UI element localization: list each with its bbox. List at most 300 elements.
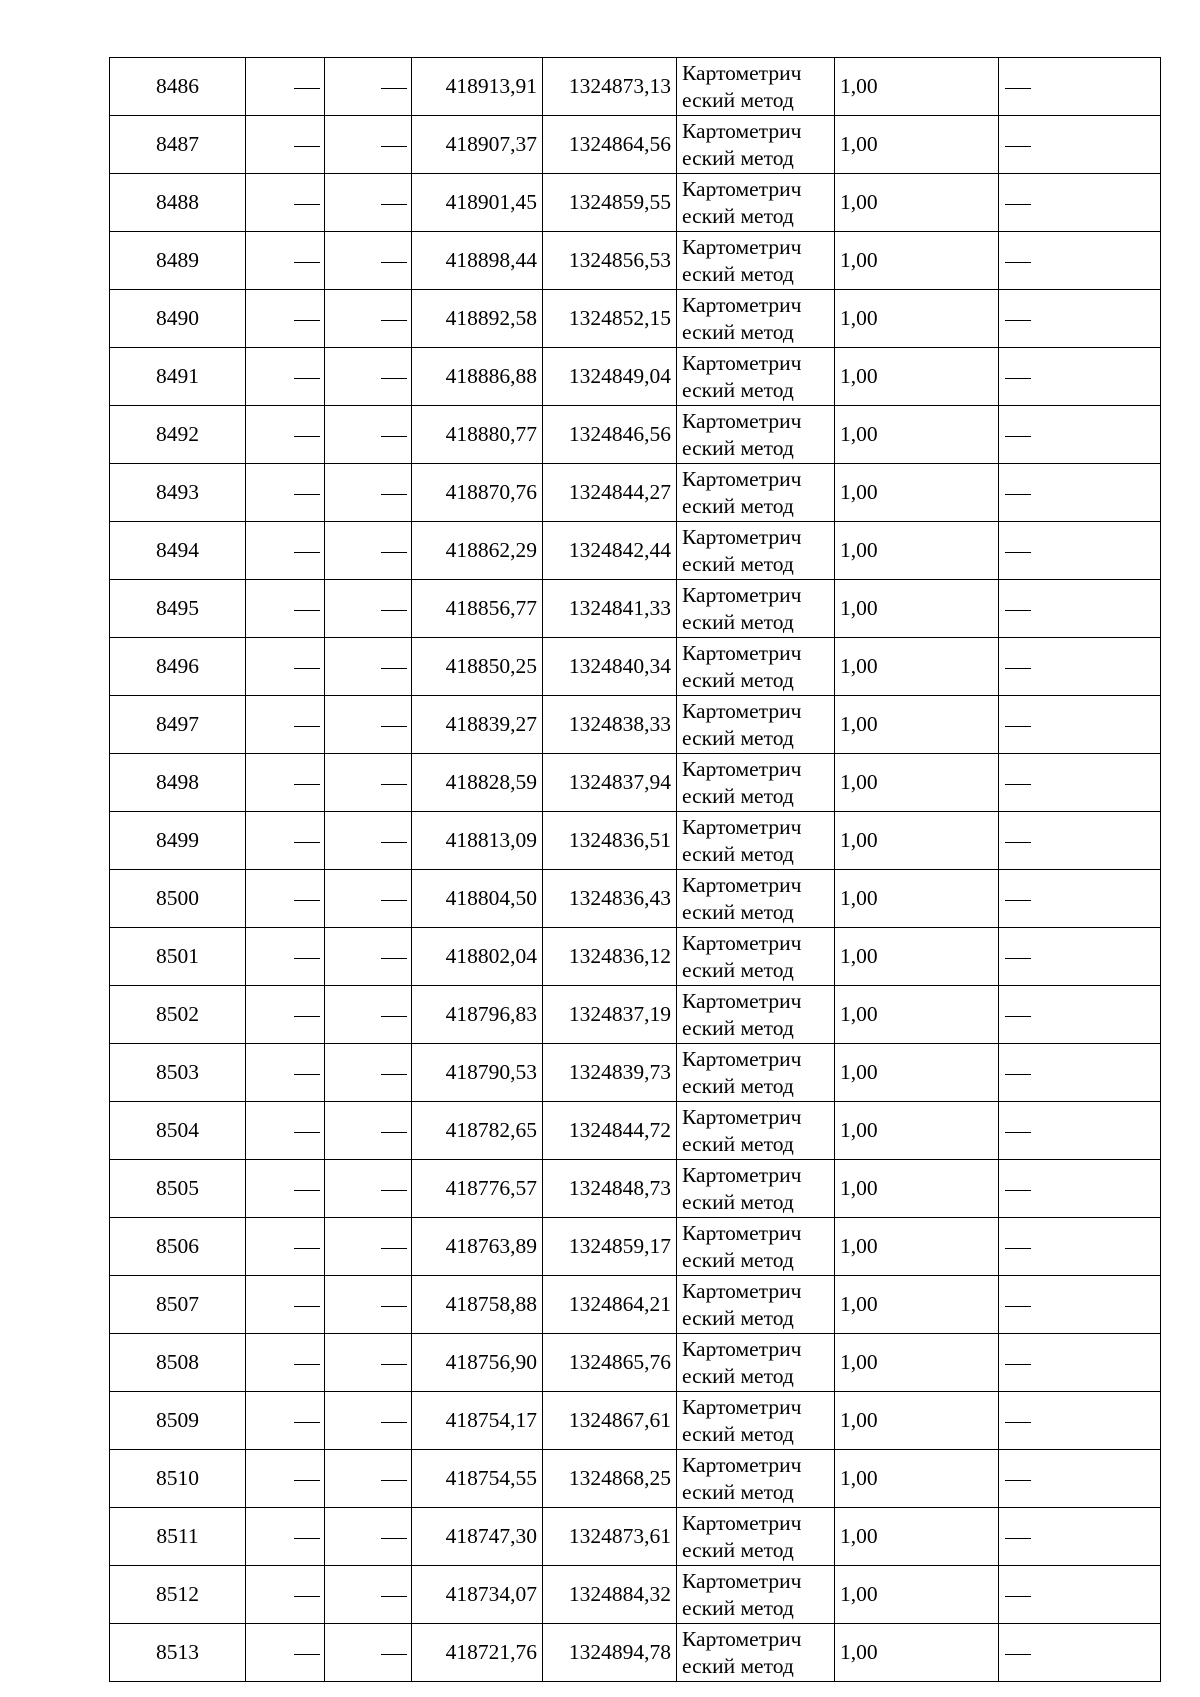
x-coordinate-cell: 418756,90 <box>412 1334 543 1392</box>
x-coordinate-cell: 418758,88 <box>412 1276 543 1334</box>
dash-mark <box>294 88 320 90</box>
y-coordinate-cell: 1324842,44 <box>543 522 677 580</box>
empty-value-cell <box>246 696 325 754</box>
dash-mark <box>294 1016 320 1018</box>
dash-mark <box>1005 1422 1031 1424</box>
y-coordinate-cell: 1324846,56 <box>543 406 677 464</box>
point-number-cell: 8496 <box>110 638 246 696</box>
empty-value-cell <box>325 754 412 812</box>
dash-mark <box>381 1538 407 1540</box>
dash-mark <box>381 552 407 554</box>
method-cell <box>677 522 835 580</box>
dash-mark <box>294 958 320 960</box>
method-line-1: Картометрич <box>682 930 802 955</box>
empty-value-cell <box>325 406 412 464</box>
dash-mark <box>1005 1016 1031 1018</box>
empty-value-cell <box>999 638 1161 696</box>
empty-value-cell <box>246 290 325 348</box>
table-row <box>110 290 1161 348</box>
y-coordinate-cell: 1324859,17 <box>543 1218 677 1276</box>
precision-cell: 1,00 <box>835 580 999 638</box>
precision-cell: 1,00 <box>835 870 999 928</box>
empty-value-cell <box>246 174 325 232</box>
x-coordinate-cell: 418880,77 <box>412 406 543 464</box>
empty-value-cell <box>246 406 325 464</box>
dash-mark <box>294 262 320 264</box>
table-row <box>110 1276 1161 1334</box>
x-coordinate-cell: 418813,09 <box>412 812 543 870</box>
dash-mark <box>381 842 407 844</box>
method-line-2: еский метод <box>682 725 794 750</box>
empty-value-cell <box>999 1102 1161 1160</box>
dash-mark <box>294 1248 320 1250</box>
x-coordinate-cell: 418754,17 <box>412 1392 543 1450</box>
y-coordinate-cell: 1324873,61 <box>543 1508 677 1566</box>
table-row <box>110 1102 1161 1160</box>
x-coordinate-cell: 418856,77 <box>412 580 543 638</box>
method-cell <box>677 464 835 522</box>
method-cell <box>677 580 835 638</box>
method-line-1: Картометрич <box>682 814 802 839</box>
method-line-2: еский метод <box>682 435 794 460</box>
y-coordinate-cell: 1324865,76 <box>543 1334 677 1392</box>
dash-mark <box>381 726 407 728</box>
method-cell <box>677 58 835 116</box>
method-line-1: Картометрич <box>682 1510 802 1535</box>
point-number-cell: 8491 <box>110 348 246 406</box>
table-row <box>110 580 1161 638</box>
precision-cell: 1,00 <box>835 1160 999 1218</box>
y-coordinate-cell: 1324868,25 <box>543 1450 677 1508</box>
method-cell <box>677 754 835 812</box>
point-number-cell: 8498 <box>110 754 246 812</box>
empty-value-cell <box>325 696 412 754</box>
method-line-2: еский метод <box>682 609 794 634</box>
precision-cell: 1,00 <box>835 1276 999 1334</box>
method-line-2: еский метод <box>682 667 794 692</box>
method-line-1: Картометрич <box>682 988 802 1013</box>
precision-cell: 1,00 <box>835 116 999 174</box>
method-line-1: Картометрич <box>682 118 802 143</box>
y-coordinate-cell: 1324836,51 <box>543 812 677 870</box>
precision-cell: 1,00 <box>835 1624 999 1682</box>
method-line-2: еский метод <box>682 1189 794 1214</box>
dash-mark <box>294 842 320 844</box>
empty-value-cell <box>999 754 1161 812</box>
dash-mark <box>294 900 320 902</box>
table-row <box>110 348 1161 406</box>
method-line-1: Картометрич <box>682 1336 802 1361</box>
precision-cell: 1,00 <box>835 290 999 348</box>
y-coordinate-cell: 1324838,33 <box>543 696 677 754</box>
empty-value-cell <box>325 1160 412 1218</box>
method-line-2: еский метод <box>682 319 794 344</box>
method-cell <box>677 696 835 754</box>
dash-mark <box>381 1364 407 1366</box>
method-cell <box>677 1334 835 1392</box>
table-row <box>110 1450 1161 1508</box>
y-coordinate-cell: 1324864,56 <box>543 116 677 174</box>
dash-mark <box>1005 88 1031 90</box>
table-row <box>110 406 1161 464</box>
dash-mark <box>1005 1132 1031 1134</box>
point-number-cell: 8503 <box>110 1044 246 1102</box>
empty-value-cell <box>999 696 1161 754</box>
method-line-1: Картометрич <box>682 1046 802 1071</box>
empty-value-cell <box>246 638 325 696</box>
dash-mark <box>381 1074 407 1076</box>
dash-mark <box>381 1596 407 1598</box>
y-coordinate-cell: 1324840,34 <box>543 638 677 696</box>
dash-mark <box>294 146 320 148</box>
empty-value-cell <box>999 870 1161 928</box>
method-line-2: еский метод <box>682 957 794 982</box>
method-cell <box>677 1566 835 1624</box>
method-line-2: еский метод <box>682 1247 794 1272</box>
precision-cell: 1,00 <box>835 1218 999 1276</box>
x-coordinate-cell: 418734,07 <box>412 1566 543 1624</box>
method-line-2: еский метод <box>682 551 794 576</box>
dash-mark <box>1005 900 1031 902</box>
table-row <box>110 812 1161 870</box>
dash-mark <box>1005 1654 1031 1656</box>
point-number-cell: 8505 <box>110 1160 246 1218</box>
dash-mark <box>294 494 320 496</box>
x-coordinate-cell: 418839,27 <box>412 696 543 754</box>
empty-value-cell <box>325 1102 412 1160</box>
x-coordinate-cell: 418776,57 <box>412 1160 543 1218</box>
precision-cell: 1,00 <box>835 1392 999 1450</box>
x-coordinate-cell: 418850,25 <box>412 638 543 696</box>
dash-mark <box>1005 1538 1031 1540</box>
x-coordinate-cell: 418796,83 <box>412 986 543 1044</box>
precision-cell: 1,00 <box>835 174 999 232</box>
table-row <box>110 696 1161 754</box>
empty-value-cell <box>246 464 325 522</box>
dash-mark <box>1005 1596 1031 1598</box>
method-line-1: Картометрич <box>682 234 802 259</box>
method-line-2: еский метод <box>682 1015 794 1040</box>
empty-value-cell <box>246 1334 325 1392</box>
y-coordinate-cell: 1324849,04 <box>543 348 677 406</box>
x-coordinate-cell: 418782,65 <box>412 1102 543 1160</box>
y-coordinate-cell: 1324836,12 <box>543 928 677 986</box>
dash-mark <box>381 204 407 206</box>
empty-value-cell <box>999 1508 1161 1566</box>
y-coordinate-cell: 1324839,73 <box>543 1044 677 1102</box>
point-number-cell: 8488 <box>110 174 246 232</box>
dash-mark <box>294 1422 320 1424</box>
dash-mark <box>294 610 320 612</box>
point-number-cell: 8489 <box>110 232 246 290</box>
x-coordinate-cell: 418892,58 <box>412 290 543 348</box>
empty-value-cell <box>325 174 412 232</box>
point-number-cell: 8493 <box>110 464 246 522</box>
x-coordinate-cell: 418790,53 <box>412 1044 543 1102</box>
empty-value-cell <box>325 348 412 406</box>
method-line-1: Картометрич <box>682 756 802 781</box>
point-number-cell: 8507 <box>110 1276 246 1334</box>
empty-value-cell <box>999 232 1161 290</box>
point-number-cell: 8508 <box>110 1334 246 1392</box>
y-coordinate-cell: 1324873,13 <box>543 58 677 116</box>
precision-cell: 1,00 <box>835 232 999 290</box>
dash-mark <box>294 552 320 554</box>
method-cell <box>677 638 835 696</box>
point-number-cell: 8511 <box>110 1508 246 1566</box>
empty-value-cell <box>246 928 325 986</box>
empty-value-cell <box>246 1450 325 1508</box>
method-line-1: Картометрич <box>682 872 802 897</box>
method-cell <box>677 406 835 464</box>
empty-value-cell <box>325 638 412 696</box>
dash-mark <box>381 1480 407 1482</box>
empty-value-cell <box>325 1044 412 1102</box>
dash-mark <box>381 146 407 148</box>
dash-mark <box>381 1248 407 1250</box>
y-coordinate-cell: 1324867,61 <box>543 1392 677 1450</box>
point-number-cell: 8513 <box>110 1624 246 1682</box>
y-coordinate-cell: 1324856,53 <box>543 232 677 290</box>
method-cell <box>677 1450 835 1508</box>
point-number-cell: 8501 <box>110 928 246 986</box>
dash-mark <box>381 1016 407 1018</box>
empty-value-cell <box>246 232 325 290</box>
table-row <box>110 1392 1161 1450</box>
method-line-2: еский метод <box>682 1595 794 1620</box>
dash-mark <box>294 1190 320 1192</box>
y-coordinate-cell: 1324844,72 <box>543 1102 677 1160</box>
dash-mark <box>381 1306 407 1308</box>
x-coordinate-cell: 418747,30 <box>412 1508 543 1566</box>
point-number-cell: 8502 <box>110 986 246 1044</box>
dash-mark <box>294 1074 320 1076</box>
method-line-1: Картометрич <box>682 1220 802 1245</box>
x-coordinate-cell: 418907,37 <box>412 116 543 174</box>
table-row <box>110 1334 1161 1392</box>
method-line-1: Картометрич <box>682 1568 802 1593</box>
empty-value-cell <box>999 116 1161 174</box>
empty-value-cell <box>246 812 325 870</box>
method-line-1: Картометрич <box>682 1394 802 1419</box>
empty-value-cell <box>999 580 1161 638</box>
empty-value-cell <box>246 1392 325 1450</box>
table-row <box>110 1044 1161 1102</box>
dash-mark <box>294 784 320 786</box>
point-number-cell: 8512 <box>110 1566 246 1624</box>
empty-value-cell <box>325 232 412 290</box>
method-line-1: Картометрич <box>682 292 802 317</box>
method-line-2: еский метод <box>682 1363 794 1388</box>
dash-mark <box>1005 494 1031 496</box>
dash-mark <box>1005 146 1031 148</box>
empty-value-cell <box>999 812 1161 870</box>
empty-value-cell <box>999 1450 1161 1508</box>
dash-mark <box>294 668 320 670</box>
table-row <box>110 58 1161 116</box>
method-line-1: Картометрич <box>682 1162 802 1187</box>
point-number-cell: 8486 <box>110 58 246 116</box>
empty-value-cell <box>999 348 1161 406</box>
table-row <box>110 1508 1161 1566</box>
method-cell <box>677 986 835 1044</box>
table-row <box>110 116 1161 174</box>
x-coordinate-cell: 418901,45 <box>412 174 543 232</box>
y-coordinate-cell: 1324836,43 <box>543 870 677 928</box>
table-row <box>110 754 1161 812</box>
dash-mark <box>1005 784 1031 786</box>
table-row <box>110 870 1161 928</box>
empty-value-cell <box>999 290 1161 348</box>
method-line-1: Картометрич <box>682 1278 802 1303</box>
y-coordinate-cell: 1324864,21 <box>543 1276 677 1334</box>
empty-value-cell <box>999 1044 1161 1102</box>
dash-mark <box>294 436 320 438</box>
method-line-1: Картометрич <box>682 466 802 491</box>
dash-mark <box>381 784 407 786</box>
empty-value-cell <box>999 174 1161 232</box>
dash-mark <box>1005 610 1031 612</box>
dash-mark <box>1005 668 1031 670</box>
dash-mark <box>294 1306 320 1308</box>
dash-mark <box>1005 552 1031 554</box>
method-cell <box>677 116 835 174</box>
point-number-cell: 8510 <box>110 1450 246 1508</box>
table-row <box>110 986 1161 1044</box>
precision-cell: 1,00 <box>835 986 999 1044</box>
document-page <box>109 57 1160 1682</box>
empty-value-cell <box>246 522 325 580</box>
table-row <box>110 174 1161 232</box>
dash-mark <box>1005 320 1031 322</box>
dash-mark <box>381 262 407 264</box>
method-line-2: еский метод <box>682 1537 794 1562</box>
dash-mark <box>381 1422 407 1424</box>
point-number-cell: 8490 <box>110 290 246 348</box>
method-line-1: Картометрич <box>682 176 802 201</box>
method-cell <box>677 290 835 348</box>
precision-cell: 1,00 <box>835 638 999 696</box>
x-coordinate-cell: 418913,91 <box>412 58 543 116</box>
empty-value-cell <box>246 1624 325 1682</box>
method-line-2: еский метод <box>682 87 794 112</box>
empty-value-cell <box>325 290 412 348</box>
precision-cell: 1,00 <box>835 464 999 522</box>
dash-mark <box>294 378 320 380</box>
y-coordinate-cell: 1324859,55 <box>543 174 677 232</box>
empty-value-cell <box>325 1624 412 1682</box>
precision-cell: 1,00 <box>835 406 999 464</box>
empty-value-cell <box>999 464 1161 522</box>
empty-value-cell <box>325 1334 412 1392</box>
empty-value-cell <box>325 928 412 986</box>
y-coordinate-cell: 1324841,33 <box>543 580 677 638</box>
method-line-2: еский метод <box>682 1421 794 1446</box>
dash-mark <box>294 1132 320 1134</box>
dash-mark <box>1005 1190 1031 1192</box>
dash-mark <box>294 1480 320 1482</box>
table-row <box>110 522 1161 580</box>
empty-value-cell <box>246 116 325 174</box>
dash-mark <box>1005 1306 1031 1308</box>
y-coordinate-cell: 1324844,27 <box>543 464 677 522</box>
table-body <box>110 58 1161 1682</box>
empty-value-cell <box>246 1508 325 1566</box>
dash-mark <box>294 1364 320 1366</box>
empty-value-cell <box>246 1276 325 1334</box>
dash-mark <box>381 1190 407 1192</box>
empty-value-cell <box>325 1566 412 1624</box>
x-coordinate-cell: 418898,44 <box>412 232 543 290</box>
method-cell <box>677 174 835 232</box>
method-line-2: еский метод <box>682 145 794 170</box>
dash-mark <box>294 204 320 206</box>
point-number-cell: 8494 <box>110 522 246 580</box>
x-coordinate-cell: 418804,50 <box>412 870 543 928</box>
table-row <box>110 1218 1161 1276</box>
dash-mark <box>294 1538 320 1540</box>
precision-cell: 1,00 <box>835 754 999 812</box>
table-row <box>110 1566 1161 1624</box>
empty-value-cell <box>999 928 1161 986</box>
point-number-cell: 8506 <box>110 1218 246 1276</box>
x-coordinate-cell: 418763,89 <box>412 1218 543 1276</box>
precision-cell: 1,00 <box>835 1334 999 1392</box>
point-number-cell: 8500 <box>110 870 246 928</box>
empty-value-cell <box>325 1276 412 1334</box>
empty-value-cell <box>246 348 325 406</box>
point-number-cell: 8492 <box>110 406 246 464</box>
empty-value-cell <box>325 1450 412 1508</box>
empty-value-cell <box>999 986 1161 1044</box>
y-coordinate-cell: 1324852,15 <box>543 290 677 348</box>
dash-mark <box>381 494 407 496</box>
method-line-2: еский метод <box>682 899 794 924</box>
table-row <box>110 1624 1161 1682</box>
method-line-1: Картометрич <box>682 350 802 375</box>
empty-value-cell <box>999 1218 1161 1276</box>
x-coordinate-cell: 418870,76 <box>412 464 543 522</box>
empty-value-cell <box>325 812 412 870</box>
method-line-2: еский метод <box>682 377 794 402</box>
method-cell <box>677 1624 835 1682</box>
point-number-cell: 8504 <box>110 1102 246 1160</box>
method-cell <box>677 1102 835 1160</box>
method-line-1: Картометрич <box>682 640 802 665</box>
empty-value-cell <box>246 580 325 638</box>
y-coordinate-cell: 1324837,94 <box>543 754 677 812</box>
method-cell <box>677 1392 835 1450</box>
empty-value-cell <box>246 986 325 1044</box>
point-number-cell: 8497 <box>110 696 246 754</box>
method-line-1: Картометрич <box>682 1626 802 1651</box>
x-coordinate-cell: 418721,76 <box>412 1624 543 1682</box>
empty-value-cell <box>325 580 412 638</box>
empty-value-cell <box>325 58 412 116</box>
dash-mark <box>1005 1248 1031 1250</box>
empty-value-cell <box>325 116 412 174</box>
empty-value-cell <box>999 522 1161 580</box>
dash-mark <box>1005 1480 1031 1482</box>
empty-value-cell <box>325 1508 412 1566</box>
empty-value-cell <box>999 406 1161 464</box>
x-coordinate-cell: 418828,59 <box>412 754 543 812</box>
dash-mark <box>294 320 320 322</box>
empty-value-cell <box>325 1218 412 1276</box>
method-cell <box>677 1508 835 1566</box>
table-row <box>110 1160 1161 1218</box>
dash-mark <box>381 668 407 670</box>
